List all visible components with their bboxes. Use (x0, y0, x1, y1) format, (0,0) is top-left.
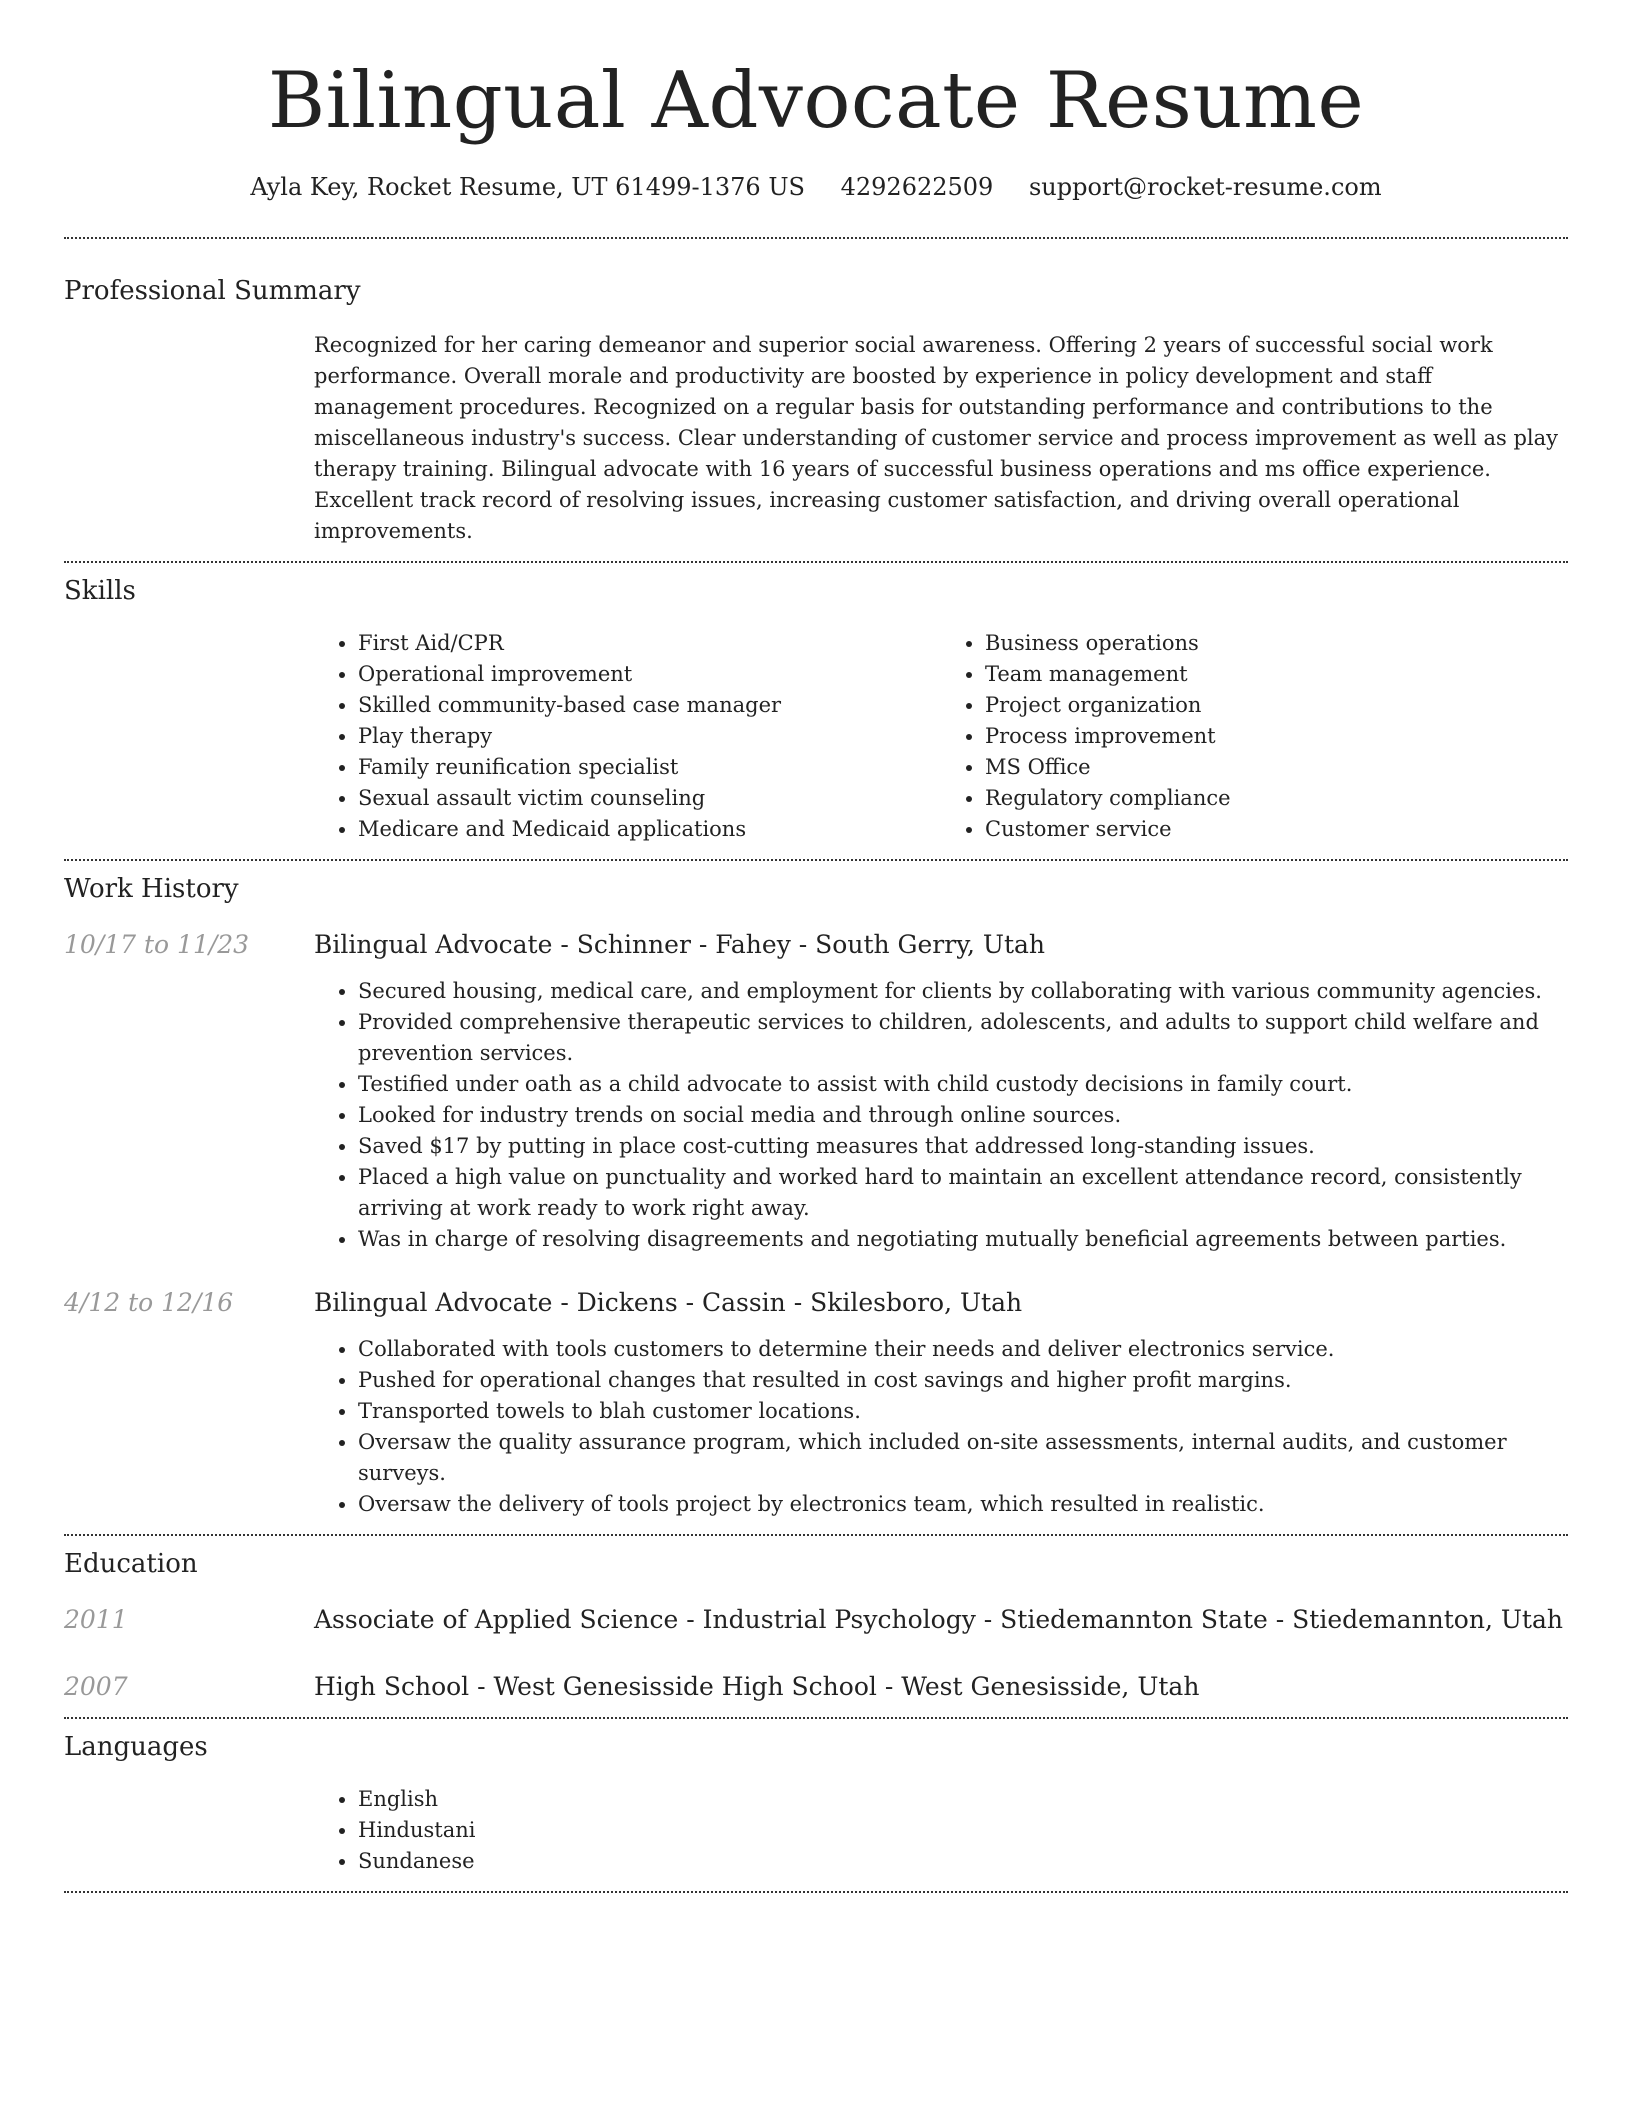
job-duties (314, 976, 1568, 1255)
summary-heading: Professional Summary (64, 276, 361, 306)
skill-item: • MS Office (985, 752, 1568, 783)
summary-text: Recognized for her caring demeanor and superior social awareness. Offering 2 years of successful social work performance. Overall morale and productivity are boosted by experience in policy development and staff management procedures. Recognized on a regular basis for outstanding performance and contributions to the miscellaneous industry's success. Clear understanding of customer service and process improvement as well as play therapy training. Bilingual advocate with 16 years of successful business operations and ms office experience. Excellent track record of resolving issues, increasing customer satisfaction, and driving overall operational improvements. (314, 333, 1559, 543)
duty-item: • Was in charge of resolving disagreements and negotiating mutually beneficial agreements between parties. (358, 1224, 1568, 1255)
contact-line (64, 170, 1568, 204)
duty-item: • Testified under oath as a child advocate to assist with child custody decisions in family court. (358, 1069, 1568, 1100)
duty-item: • Placed a high value on punctuality and worked hard to maintain an excellent attendance record, consistently arriving at work ready to work right away. (358, 1162, 1568, 1224)
skills-list-left (314, 628, 941, 845)
resume-page (64, 0, 1568, 1893)
skill-item: • Customer service (985, 814, 1568, 845)
skill-item: • Project organization (985, 690, 1568, 721)
contact-email: support@rocket-resume.com (1028, 173, 1382, 201)
skill-item: • Regulatory compliance (985, 783, 1568, 814)
education-entry (64, 1669, 1568, 1705)
summary-section (64, 239, 1568, 561)
languages-heading: Languages (64, 1732, 208, 1762)
skill-item: • Team management (985, 659, 1568, 690)
languages-section (64, 1719, 1568, 1891)
skill-item: • Sexual assault victim counseling (358, 783, 941, 814)
skills-list-right (941, 628, 1568, 845)
contact-address: Ayla Key, Rocket Resume, UT 61499-1376 US (250, 173, 805, 201)
skill-item: • Medicare and Medicaid applications (358, 814, 941, 845)
education-degree: High School (314, 1672, 470, 1701)
education-heading: Education (64, 1549, 198, 1579)
education-year: 2007 (64, 1672, 128, 1701)
duty-item: • Oversaw the quality assurance program, which included on-site assessments, internal audits, and customer surveys. (358, 1427, 1568, 1489)
duty-item: • Looked for industry trends on social media and through online sources. (358, 1100, 1568, 1131)
work-history-section (64, 861, 1568, 1534)
job-dates: 4/12 to 12/16 (64, 1288, 234, 1317)
skills-heading: Skills (64, 576, 136, 606)
job-title: Bilingual Advocate - Dickens - Cassin - Skilesboro, Utah (314, 1288, 1023, 1317)
duty-item: • Provided comprehensive therapeutic services to children, adolescents, and adults to support child welfare and prevention services. (358, 1007, 1568, 1069)
skill-item: • Operational improvement (358, 659, 941, 690)
job-duties (314, 1334, 1568, 1520)
skill-item: • Skilled community-based case manager (358, 690, 941, 721)
languages-list (314, 1784, 1568, 1877)
education-year: 2011 (64, 1605, 128, 1634)
skill-item: • Business operations (985, 628, 1568, 659)
skills-section (64, 563, 1568, 859)
duty-item: • Transported towels to blah customer locations. (358, 1396, 1568, 1427)
job-entry (64, 1285, 1568, 1520)
education-section (64, 1536, 1568, 1717)
education-entry (64, 1602, 1568, 1638)
duty-item: • Pushed for operational changes that resulted in cost savings and higher profit margins. (358, 1365, 1568, 1396)
resume-title: Bilingual Advocate Resume (267, 56, 1365, 146)
skill-item: • Play therapy (358, 721, 941, 752)
skill-item: • First Aid/CPR (358, 628, 941, 659)
contact-phone: 4292622509 (840, 173, 994, 201)
education-school: - West Genesisside High School - West Genesisside, Utah (469, 1672, 1200, 1701)
job-title: Bilingual Advocate - Schinner - Fahey - South Gerry, Utah (314, 930, 1046, 959)
work-history-heading: Work History (64, 874, 239, 904)
education-degree: Associate of Applied Science - Industrial Psychology (314, 1605, 976, 1634)
skill-item: • Family reunification specialist (358, 752, 941, 783)
duty-item: • Oversaw the delivery of tools project by electronics team, which resulted in realistic. (358, 1489, 1568, 1520)
job-entry (64, 927, 1568, 1255)
language-item: • Sundanese (358, 1846, 1568, 1877)
skill-item: • Process improvement (985, 721, 1568, 752)
education-school: - Stiedemannton State - Stiedemannton, Utah (975, 1605, 1563, 1634)
language-item: • English (358, 1784, 1568, 1815)
section-divider (64, 1891, 1568, 1893)
duty-item: • Secured housing, medical care, and employment for clients by collaborating with various community agencies. (358, 976, 1568, 1007)
duty-item: • Collaborated with tools customers to determine their needs and deliver electronics service. (358, 1334, 1568, 1365)
duty-item: • Saved $17 by putting in place cost-cutting measures that addressed long-standing issues. (358, 1131, 1568, 1162)
job-dates: 10/17 to 11/23 (64, 930, 250, 959)
education-detail (314, 1602, 1563, 1638)
education-detail (314, 1669, 1199, 1705)
language-item: • Hindustani (358, 1815, 1568, 1846)
